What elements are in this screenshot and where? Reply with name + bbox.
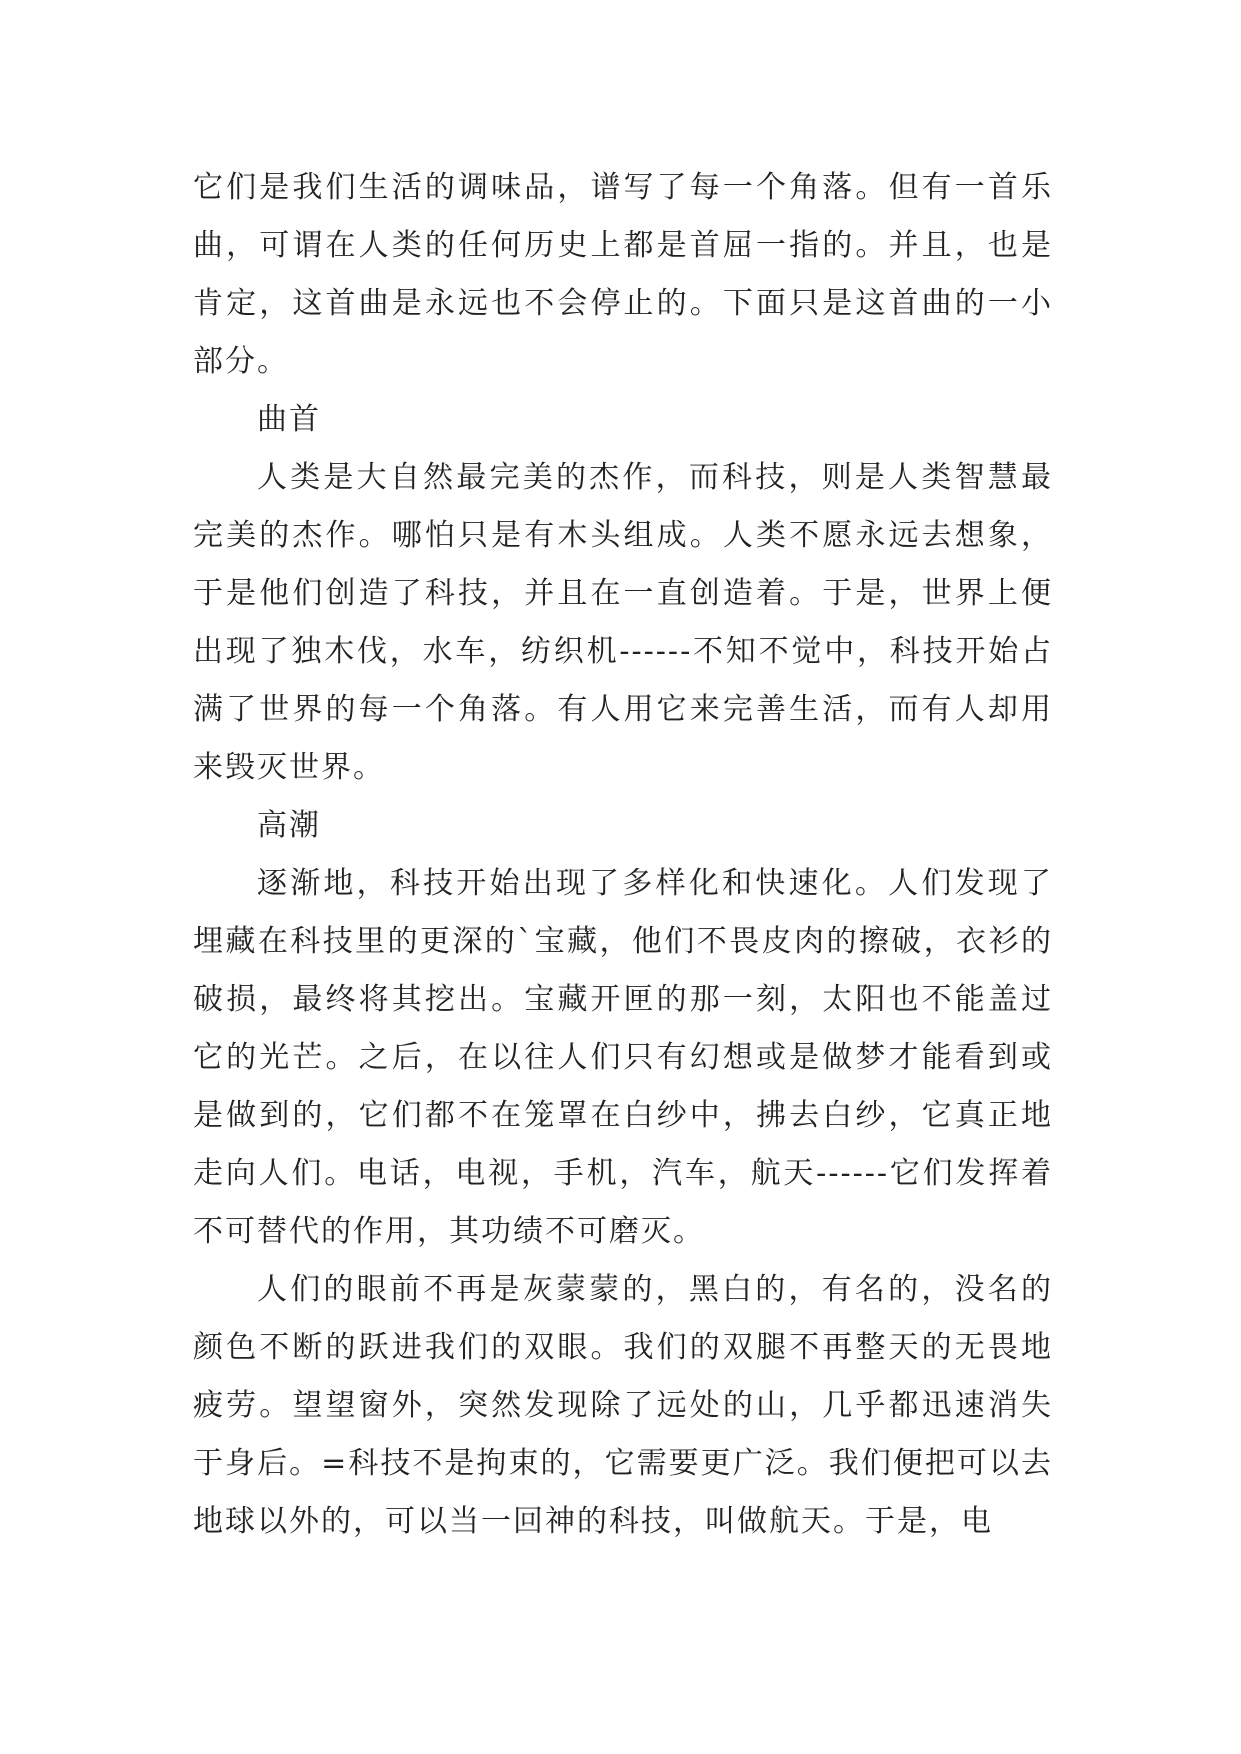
paragraph-opening: 人类是大自然最完美的杰作，而科技，则是人类智慧最完美的杰作。哪怕只是有木头组成。人类不愿永远去想象，于是他们创造了科技，并且在一直创造着。于是，世界上便出现了独木伐，水车，纺织机------不知不觉中，科技开始占满了世界的每一个角落。有人用它来完善生活，而有人却用来毁灭世界。 [193,460,1053,785]
paragraph-climax: 逐渐地，科技开始出现了多样化和快速化。人们发现了埋藏在科技里的更深的`宝藏，他们不畏皮肉的擦破，衣衫的破损，最终将其挖出。宝藏开匣的那一刻，太阳也不能盖过它的光芒。之后，在以往人们只有幻想或是做梦才能看到或是做到的，它们都不在笼罩在白纱中，拂去白纱，它真正地走向人们。电话，电视，手机，汽车，航天------它们发挥着不可替代的作用，其功绩不可磨灭。 [193,866,1053,1249]
document-body [193,159,1053,1551]
section-heading-opening: 曲首 [257,402,321,437]
section-heading-climax: 高潮 [257,808,321,843]
paragraph-continuation: 人们的眼前不再是灰蒙蒙的，黑白的，有名的，没名的颜色不断的跃进我们的双眼。我们的双腿不再整天的无畏地疲劳。望望窗外，突然发现除了远处的山，几乎都迅速消失于身后。=科技不是拘束的，它需要更广泛。我们便把可以去地球以外的，可以当一回神的科技，叫做航天。于是，电 [193,1272,1053,1539]
paragraph-intro: 它们是我们生活的调味品，谱写了每一个角落。但有一首乐曲，可谓在人类的任何历史上都是首屈一指的。并且，也是肯定，这首曲是永远也不会停止的。下面只是这首曲的一小部分。 [193,170,1053,379]
